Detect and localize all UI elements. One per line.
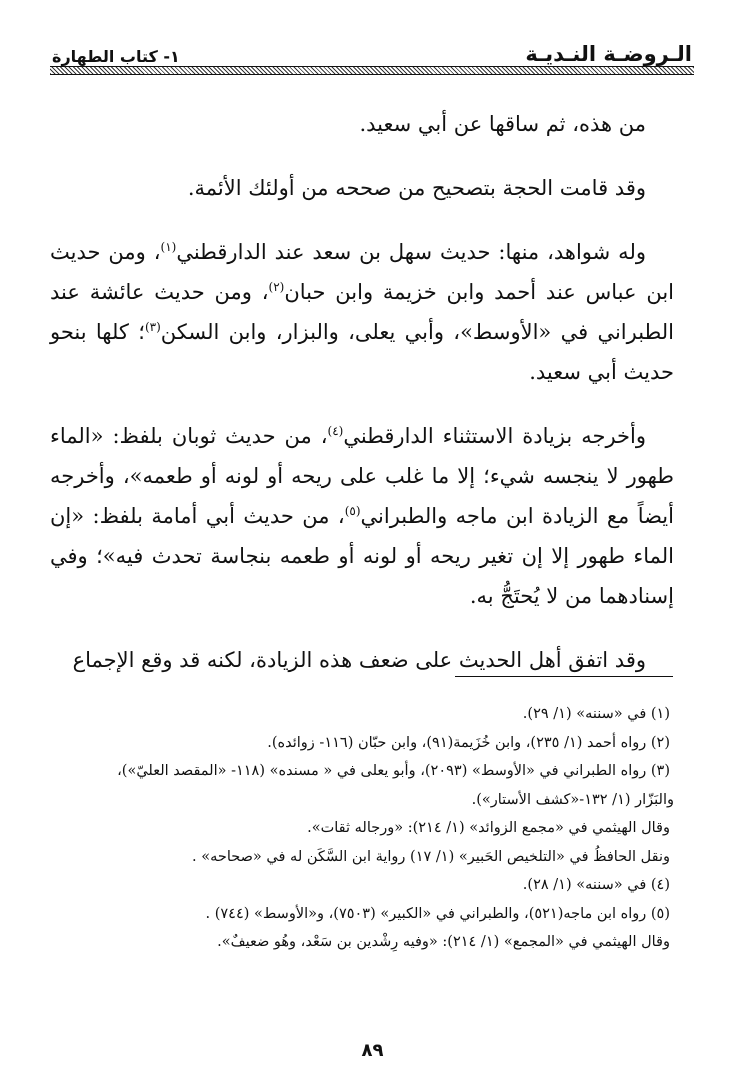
- footnote-4: (٤) في «سننه» (١/ ٢٨).: [522, 877, 670, 893]
- footnote-ref-3[interactable]: (٣): [144, 320, 161, 334]
- header-hatched-rule: [50, 66, 694, 75]
- chapter-title: ١- كتاب الطهارة: [52, 47, 180, 66]
- footnote-3-comment-hafiz: ونقل الحافظُ في «التلخيص الحَبير» (١/ ١٧) رواية ابن السَّكَن له في «صحاحه» .: [192, 848, 670, 865]
- paragraph-4-text-a: وأخرجه بزيادة الاستثناء الدارقطني: [343, 424, 647, 448]
- main-text: [50, 104, 674, 704]
- footnote-separator: [455, 676, 673, 677]
- paragraph-3-text-a: وله شواهد، منها: حديث سهل بن سعد عند الدارقطني: [176, 240, 646, 264]
- page-number: ٨٩: [361, 1040, 384, 1061]
- paragraph-4-text-b: ، من حديث ثوبان بلفظ: «الماء طهور لا ينجسه شيء؛ إلا ما غلب على ريحه أو لونه أو طعمه»، وأخرجه أيضاً مع الزيادة ابن ماجه والطبراني: [50, 424, 674, 528]
- paragraph-3-text-b: ، ومن حديث ابن عباس عند أحمد وابن خزيمة وابن حبان: [50, 240, 674, 304]
- footnote-ref-5[interactable]: (٥): [344, 504, 361, 518]
- footnote-5: (٥) رواه ابن ماجه(٥٢١)، والطبراني في «الكبير» (٧٥٠٣)، و«الأوسط» (٧٤٤) .: [205, 905, 670, 922]
- paragraph-5: وقد اتفق أهل الحديث على ضعف هذه الزيادة، لكنه قد وقع الإجماع: [72, 648, 646, 672]
- paragraph-2: وقد قامت الحجة بتصحيح من صححه من أولئك الأئمة.: [187, 176, 646, 200]
- footnote-5-comment: وقال الهيثمي في «المجمع» (١/ ٢١٤): «وفيه رِشْدين بن سَعْد، وهُو ضعيفٌ».: [217, 934, 670, 950]
- running-header: [52, 26, 692, 66]
- footnote-1: (١) في «سننه» (١/ ٢٩).: [522, 706, 670, 722]
- footnote-3: (٣) رواه الطبراني في «الأوسط» (٢٠٩٣)، وأبو يعلى في « مسنده» (١١٨- «المقصد العليّ»)،: [117, 763, 670, 779]
- book-title: الـروضـة النـديـة: [525, 42, 692, 66]
- paragraph-1: من هذه، ثم ساقها عن أبي سعيد.: [359, 112, 646, 136]
- paragraph-3-text-c: ، ومن حديث عائشة عند الطبراني في «الأوسط»، وأبي يعلى، والبزار، وابن السكن: [50, 280, 675, 344]
- footnotes: [52, 700, 674, 957]
- paragraph-4-text-c: ، من حديث أبي أمامة بلفظ: «إن الماء طهور إلا إن تغير ريحه أو لونه أو طعمه بنجاسة تحدث فيه»؛ وفي إسنادهما من لا يُحتَجُّ به.: [50, 504, 674, 608]
- footnote-ref-1[interactable]: (١): [160, 240, 177, 254]
- footnote-ref-2[interactable]: (٢): [268, 280, 285, 294]
- paragraph-3: [50, 232, 674, 392]
- footnote-3-continued: والبَزّار (١/ ١٣٢-«كشف الأستار»).: [471, 791, 674, 808]
- footnote-2: (٢) رواه أحمد (١/ ٢٣٥)، وابن خُزَيمة(٩١)، وابن حبّان (١١٦- زوائده).: [267, 734, 670, 751]
- footnote-3-comment-haythami: وقال الهيثمي في «مجمع الزوائد» (١/ ٢١٤): «ورجاله ثقات».: [307, 820, 670, 836]
- footnote-ref-4[interactable]: (٤): [327, 424, 344, 438]
- paragraph-4: [50, 416, 674, 616]
- paragraph-3-text-d: ؛ كلها بنحو حديث أبي سعيد.: [50, 320, 674, 384]
